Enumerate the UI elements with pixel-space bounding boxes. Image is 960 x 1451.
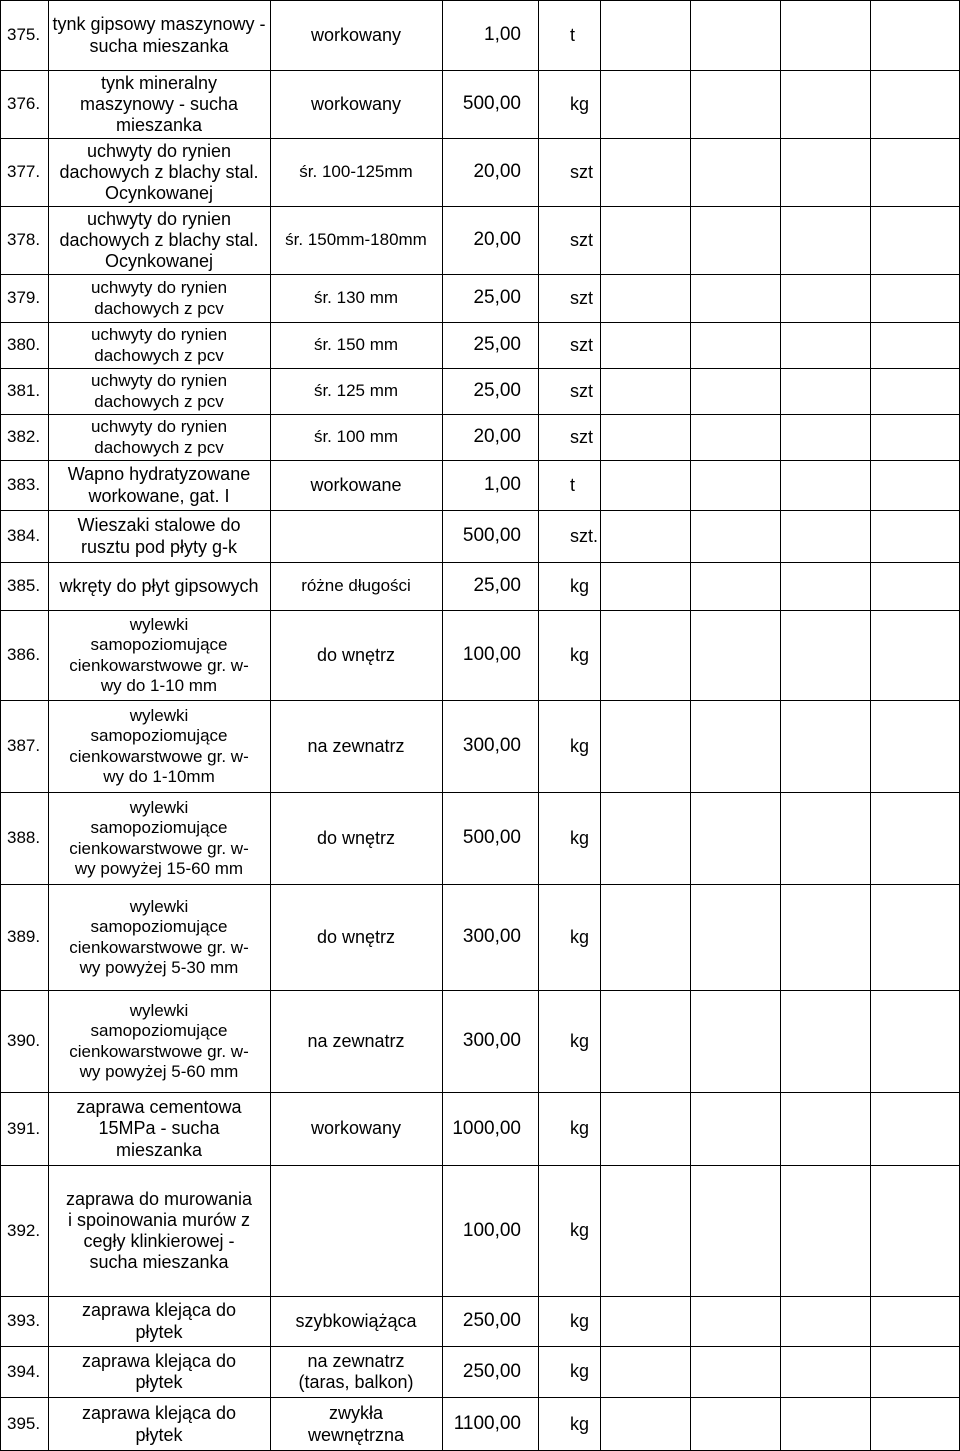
material-name: wylewki samopoziomujące cienkowarstwowe gr. w- wy powyżej 15-60 mm — [69, 798, 249, 878]
material-spec: na zewnatrz (taras, balkon) — [298, 1350, 414, 1392]
material-name: zaprawa cementowa 15MPa - sucha mieszanka — [76, 1097, 242, 1160]
material-spec: do wnętrz — [316, 926, 396, 947]
quantity: 500,00 — [462, 827, 521, 849]
quantity: 300,00 — [462, 735, 521, 757]
material-name: uchwyty do rynien dachowych z pcv — [90, 417, 228, 457]
material-name: tynk mineralny maszynowy - sucha mieszanka — [79, 72, 239, 136]
material-name: uchwyty do rynien dachowych z pcv — [90, 325, 228, 365]
quantity: 25,00 — [473, 380, 521, 402]
quantity: 25,00 — [473, 287, 521, 309]
unit: kg — [570, 1310, 590, 1331]
row-number: 387. — [7, 736, 41, 756]
material-name: zaprawa klejąca do płytek — [81, 1403, 237, 1445]
row-number: 385. — [7, 576, 41, 596]
material-name: tynk gipsowy maszynowy - sucha mieszanka — [52, 14, 266, 56]
quantity: 250,00 — [462, 1310, 521, 1332]
unit: kg — [570, 93, 590, 114]
unit: kg — [570, 1118, 590, 1139]
quantity: 20,00 — [473, 426, 521, 448]
row-number: 378. — [7, 230, 41, 250]
material-spec: workowane — [310, 474, 402, 495]
unit: szt — [570, 161, 594, 182]
material-spec: zwykła wewnętrzna — [307, 1403, 405, 1445]
quantity: 25,00 — [473, 334, 521, 356]
quantity: 1000,00 — [452, 1117, 521, 1139]
material-name: uchwyty do rynien dachowych z blachy stal. Ocynkowanej — [59, 208, 259, 272]
material-spec: workowany — [310, 1118, 402, 1139]
quantity: 300,00 — [462, 926, 521, 948]
row-number: 382. — [7, 427, 41, 447]
row-number: 393. — [7, 1311, 41, 1331]
grid-line — [780, 0, 781, 1451]
row-number: 380. — [7, 335, 41, 355]
material-name: uchwyty do rynien dachowych z blachy stal. Ocynkowanej — [59, 140, 259, 204]
quantity: 250,00 — [462, 1360, 521, 1382]
quantity: 25,00 — [473, 575, 521, 597]
material-spec: różne długości — [301, 576, 411, 596]
row-number: 381. — [7, 381, 41, 401]
material-spec — [272, 1166, 440, 1296]
material-spec: śr. 100 mm — [313, 427, 399, 447]
material-spec: śr. 130 mm — [313, 288, 399, 308]
material-name: zaprawa do murowania i spoinowania murów z cegły klinkierowej - sucha mieszanka — [65, 1188, 253, 1273]
unit: kg — [570, 1220, 590, 1241]
unit: szt. — [570, 525, 599, 546]
quantity: 100,00 — [462, 644, 521, 666]
row-number: 395. — [7, 1414, 41, 1434]
grid-line — [690, 0, 691, 1451]
material-name: wylewki samopoziomujące cienkowarstwowe gr. w- wy powyżej 5-30 mm — [69, 897, 249, 977]
row-number: 386. — [7, 645, 41, 665]
quantity: 1,00 — [484, 24, 521, 46]
quantity: 20,00 — [473, 161, 521, 183]
row-number: 389. — [7, 927, 41, 947]
material-spec: workowany — [310, 24, 402, 45]
row-number: 377. — [7, 162, 41, 182]
row-number: 390. — [7, 1031, 41, 1051]
material-spec: na zewnatrz — [307, 1030, 405, 1051]
row-number: 375. — [7, 25, 41, 45]
unit: kg — [570, 1361, 590, 1382]
material-name: wylewki samopoziomujące cienkowarstwowe gr. w- wy powyżej 5-60 mm — [69, 1001, 249, 1081]
row-number: 384. — [7, 526, 41, 546]
grid-line — [870, 0, 871, 1451]
unit: kg — [570, 644, 590, 665]
material-name: wylewki samopoziomujące cienkowarstwowe gr. w- wy do 1-10mm — [69, 706, 249, 786]
row-number: 391. — [7, 1118, 41, 1138]
material-name: Wieszaki stalowe do rusztu pod płyty g-k — [77, 515, 241, 557]
material-name: Wapno hydratyzowane workowane, gat. I — [67, 464, 251, 506]
row-number: 379. — [7, 288, 41, 308]
unit: szt — [570, 334, 594, 355]
quantity: 20,00 — [473, 229, 521, 251]
material-spec: do wnętrz — [316, 644, 396, 665]
material-spec: śr. 100-125mm — [299, 162, 413, 182]
quantity: 100,00 — [462, 1219, 521, 1241]
unit: kg — [570, 1413, 590, 1434]
material-spec: na zewnatrz — [307, 735, 405, 756]
unit: kg — [570, 735, 590, 756]
row-number: 376. — [7, 94, 41, 114]
quantity: 1100,00 — [453, 1413, 521, 1435]
material-name: wkręty do płyt gipsowych — [59, 575, 259, 596]
quantity: 1,00 — [484, 474, 521, 496]
unit: t — [570, 474, 576, 495]
quantity: 300,00 — [462, 1030, 521, 1052]
unit: kg — [570, 1030, 590, 1051]
material-spec — [272, 511, 440, 562]
material-name: uchwyty do rynien dachowych z pcv — [90, 371, 228, 411]
grid-line — [270, 0, 271, 1451]
material-spec: śr. 125 mm — [313, 381, 399, 401]
quantity: 500,00 — [462, 525, 521, 547]
material-name: uchwyty do rynien dachowych z pcv — [90, 278, 228, 318]
material-spec: śr. 150mm-180mm — [285, 230, 427, 250]
material-spec: workowany — [310, 93, 402, 114]
unit: kg — [570, 575, 590, 596]
quantity: 500,00 — [462, 93, 521, 115]
unit: szt — [570, 229, 594, 250]
unit: kg — [570, 926, 590, 947]
row-number: 383. — [7, 475, 41, 495]
row-number: 388. — [7, 828, 41, 848]
unit: szt — [570, 287, 594, 308]
material-spec: szybkowiążąca — [295, 1310, 417, 1331]
material-spec: do wnętrz — [316, 827, 396, 848]
unit: szt — [570, 380, 594, 401]
grid-line — [538, 0, 539, 1451]
unit: szt — [570, 426, 594, 447]
material-name: zaprawa klejąca do płytek — [81, 1350, 237, 1392]
material-name: wylewki samopoziomujące cienkowarstwowe gr. w- wy do 1-10 mm — [69, 615, 249, 695]
row-number: 394. — [7, 1361, 41, 1381]
material-name: zaprawa klejąca do płytek — [81, 1300, 237, 1342]
unit: kg — [570, 827, 590, 848]
material-spec: śr. 150 mm — [313, 335, 399, 355]
row-number: 392. — [7, 1220, 41, 1240]
unit: t — [570, 24, 576, 45]
